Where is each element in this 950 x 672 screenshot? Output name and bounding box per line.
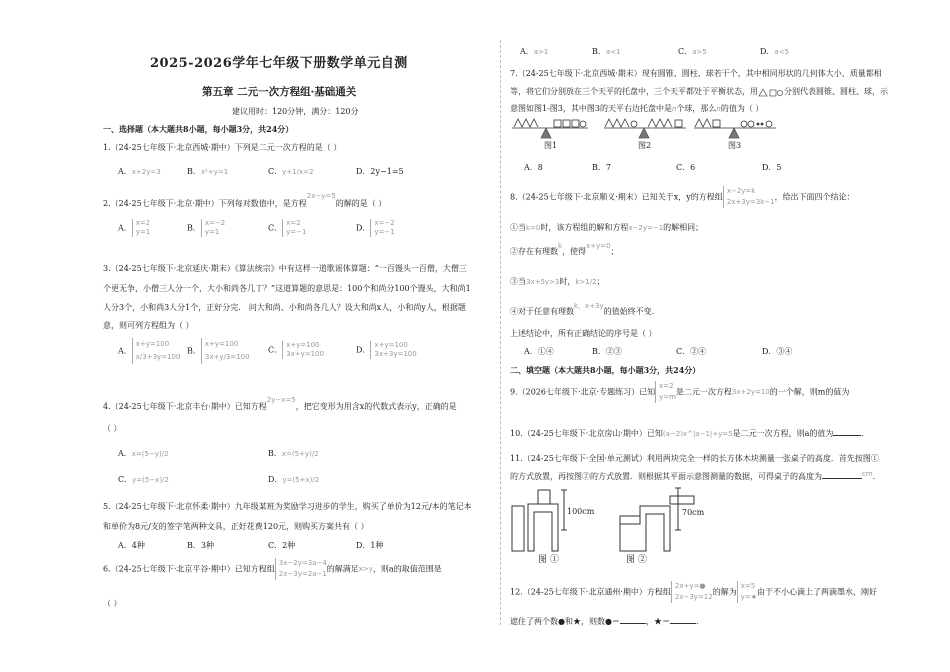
q1-opt-d: D．2y−1=5 xyxy=(356,167,404,176)
q3-line3: 人分3个，小和尚3人分1个，正好分完． 问大和尚、小和尚各几人？设大和尚x人，小和尚y人，根据题 xyxy=(103,303,466,312)
q8-opt-c: C．②④ xyxy=(676,347,707,356)
q6-opt-a: A．a>1 xyxy=(520,47,549,56)
balance-1 xyxy=(512,119,588,138)
q4-opt-a: A．x=(5−y)/2 xyxy=(118,449,169,458)
q8-opt-d: D．③④ xyxy=(762,347,793,356)
q4-opt-c: C．y=(5−x)/2 xyxy=(118,475,169,484)
q2-opt-a: A．x=2 y=1 xyxy=(118,219,151,236)
exam-info: 建议用时：120分钟，满分：120分 xyxy=(232,107,359,116)
q6-paren: （ ） xyxy=(103,599,122,608)
q7-line3: 意图如图1-图3，其中图3的天平右边托盘中是n个球，那么n的值为（ ） xyxy=(510,104,764,113)
q3-line1: 3.（24-25七年级下·北京延庆·期末）《算法统宗》中有这样一道歌谣体算题：“一百馒头一百僧，大僧三 xyxy=(103,264,467,273)
q3-opt-c: C．x+y=100 3x+y=100 xyxy=(268,341,324,358)
q3-opt-b: B．x+y=100 3x+y/3=100 xyxy=(187,338,250,364)
q7-line1: 7.（24-25七年级下·北京西城·期末）现有圆锥、圆柱、球若干个，其中相同形状的几何体大小、质量都相 xyxy=(510,69,882,78)
column-divider xyxy=(500,40,501,625)
q4-opt-d: D．y=(5+x)/2 xyxy=(268,475,320,484)
fig1-caption-table: 图 ① xyxy=(538,555,559,565)
fig1-measure-label: 100cm xyxy=(567,507,595,516)
q12-stem: 12.（24-25七年级下·北京通州·期中）方程组2x+y=● 2x−3y=12的解为x=5 y=★由于不小心滴上了两滴墨水，刚好 xyxy=(510,582,878,601)
q11-line2: 的方式放置，再按图②的方式放置．则根据其平面示意图测量的数据，可得桌子的高度为 cm． xyxy=(510,470,881,481)
q8-summary: 上述结论中，所有正确结论的序号是（ ） xyxy=(510,329,657,338)
fig2-caption-table: 图 ② xyxy=(626,555,647,565)
q8-conclusion-3: ③当3x+5y>3时，k>1/2； xyxy=(510,277,605,286)
q2-opt-d: D．x=−2 y=−1 xyxy=(356,219,395,236)
q8-opt-a: A．①④ xyxy=(524,347,554,356)
q8-conclusion-2: ②存在有理数k，使得x+y=0； xyxy=(510,242,619,256)
q2-stem: 2.（24-25七年级下·北京·期中）下列每对数值中，是方程2x−y=5的解的是（ ） xyxy=(103,192,387,208)
q12-line2: 遮住了两个数●和★，则数●＝ ，★＝ . xyxy=(510,617,699,626)
q8-opt-b: B．②③ xyxy=(592,347,622,356)
q3-opt-d: D．x+y=100 3x+3y=100 xyxy=(356,341,417,358)
fig2-measure-label: 70cm xyxy=(682,508,705,517)
q5-opt-a: A．4种 xyxy=(118,541,145,550)
q5-line2: 和单价为8元/支的签字笔两种文具，正好花费120元，则购买方案共有（ ） xyxy=(103,522,369,531)
balance-2 xyxy=(604,119,686,138)
q1-opt-c: C．y+1/x=2 xyxy=(268,167,314,176)
q1-opt-a: A．x+2y=3 xyxy=(118,167,161,176)
page-title: 2025-2026学年七年级下册数学单元自测 xyxy=(150,56,408,71)
q2-opt-c: C．x=2 y=−1 xyxy=(268,219,307,236)
q11-line1: 11.（24-25七年级下·全国·单元测试）利用两块完全一样的长方体木块测量一张桌子的高度．首先按图① xyxy=(510,454,879,463)
q5-opt-b: B．3种 xyxy=(187,541,214,550)
fig1-caption: 图1 xyxy=(544,141,558,150)
q3-opt-a: A．x+y=100 x/3+3y=100 xyxy=(118,338,180,364)
fig3-caption: 图3 xyxy=(728,141,742,150)
chapter-title: 第五章 二元一次方程组·基础通关 xyxy=(202,86,357,98)
q6-opt-b: B．a<1 xyxy=(592,47,621,56)
balance-figures xyxy=(508,114,888,154)
q7-opt-b: B．7 xyxy=(592,163,611,172)
q6-opt-c: C．a>5 xyxy=(678,47,707,56)
section-choice-heading: 一、选择题（本大题共8小题，每小题3分，共24分） xyxy=(103,124,294,134)
q2-opt-b: B．x=−2 y=1 xyxy=(187,219,226,236)
q8-stem: 8.（24-25七年级下·北京顺义·期末）已知关于x，y的方程组x−2y=k 2x+3y=3k−1，给出下面四个结论： xyxy=(510,187,855,206)
q9-stem: 9.（2026七年级下·北京·专题练习）已知x=2 y=m是二元一次方程3x+2y=10的一个解，则m的值为 xyxy=(510,382,850,401)
q1-opt-b: B．x²+y=1 xyxy=(187,167,229,176)
q8-conclusion-4: ④对于任意有理数k，x+3y的值始终不变． xyxy=(510,302,660,316)
q12-dot-blank[interactable] xyxy=(620,623,646,624)
q5-opt-c: C．2种 xyxy=(268,541,296,550)
q4-paren: （ ） xyxy=(103,424,122,433)
q4-opt-b: B．x=(5+y)/2 xyxy=(268,449,319,458)
section-fill-heading: 二、填空题（本大题共8小题，每小题3分，共24分） xyxy=(510,365,701,375)
q5-line1: 5.（24-25七年级下·北京怀柔·期中）九年级某班为奖励学习进步的学生，购买了单价为12元/本的笔记本 xyxy=(103,502,472,511)
q1-stem: 1.（24-25七年级下·北京西城·期中）下列是二元一次方程的是（ ） xyxy=(103,143,342,152)
q3-line4: 意，则可列方程组为（ ） xyxy=(103,321,194,330)
q12-star-blank[interactable] xyxy=(670,623,696,624)
q7-opt-c: C．6 xyxy=(676,163,696,172)
balance-3 xyxy=(694,119,776,138)
q6-stem: 6.（24-25七年级下·北京平谷·期中）已知方程组3x−2y=3a−4 2x−3y=2a−1的解满足x>y，则a的取值范围是 xyxy=(103,559,442,578)
shape-legend-icon xyxy=(758,88,784,97)
q10-answer-blank[interactable] xyxy=(833,435,861,436)
q8-conclusion-1: ①当k=0时，该方程组的解和方程x−2y=−1的解相同； xyxy=(510,223,704,232)
q11-answer-blank[interactable] xyxy=(822,478,862,479)
q5-opt-d: D．1种 xyxy=(356,541,384,550)
q7-line2: 等，将它们分别放在三个天平的托盘中，三个天平都处于平衡状态，用 分别代表圆锥、圆柱、球，示 xyxy=(510,87,888,96)
q7-opt-d: D．5 xyxy=(762,163,782,172)
q3-line2: 个更无争，小僧三人分一个，大小和尚各几丁？”这道算题的意思是：100个和尚分100个馒头，大和尚1 xyxy=(103,284,471,293)
q10-stem: 10.（24-25七年级下·北京房山·期中）已知(a−2)x^|a−1|+y=5是二元一次方程，则a的值为 . xyxy=(510,429,864,438)
figure-1 xyxy=(512,490,567,551)
fig2-caption: 图2 xyxy=(638,141,652,150)
q7-opt-a: A．8 xyxy=(524,163,543,172)
figure-2 xyxy=(620,488,694,551)
q4-stem: 4.（24-25七年级下·北京丰台·期中）已知方程2y−x=5，把它变形为用含x的代数式表示y，正确的是 xyxy=(103,396,457,411)
q6-opt-d: D．a<5 xyxy=(760,47,790,56)
